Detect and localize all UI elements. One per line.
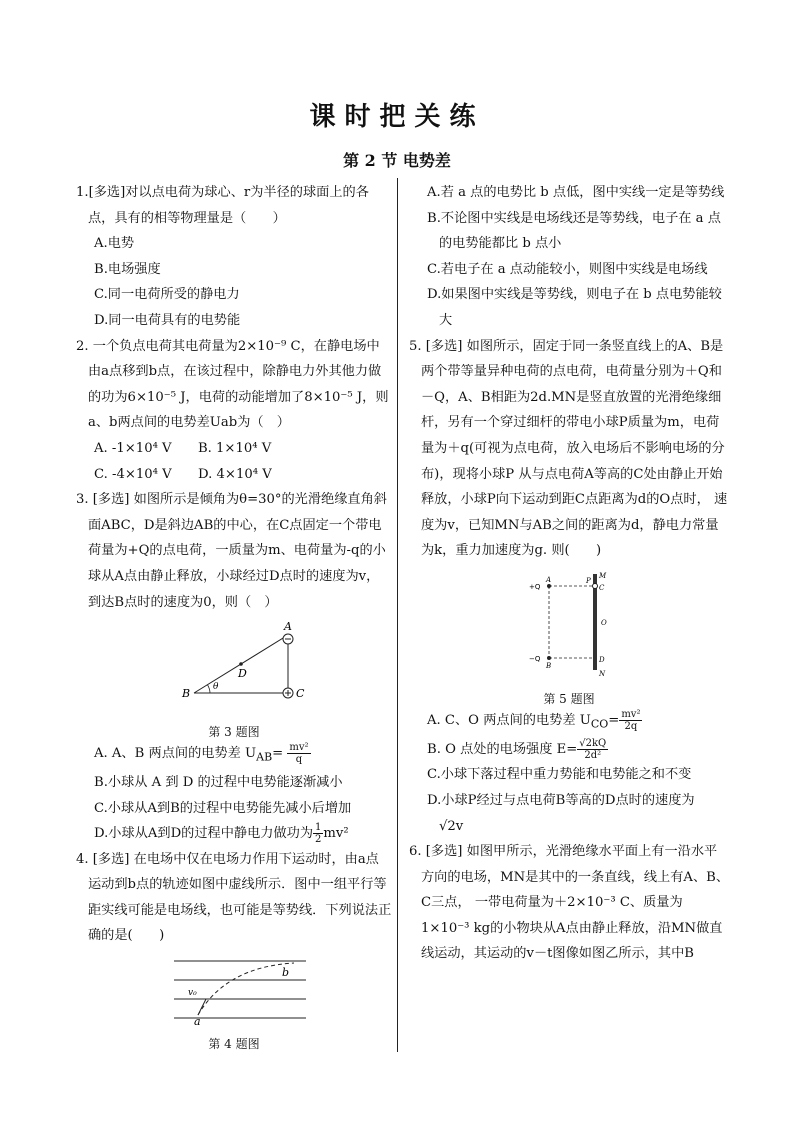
q4-option-c: C.若电子在 a 点动能较小，则图中实线是电场线	[427, 261, 708, 277]
charge-a	[547, 584, 551, 588]
q5-option-a	[409, 708, 729, 737]
q3-caption: 第 3 题图	[208, 724, 260, 739]
question-2-stem: 2. 一个负点电荷其电荷量为2×10⁻⁹ C，在静电场中由a点移到b点，在该过程中，除静电力外其他力做的功为6×10⁻⁵ J，电荷的动能增加了8×10⁻⁵ J，则a、b两点间的电势差Uab为（ ）	[76, 338, 389, 431]
label-n: N	[599, 669, 606, 678]
charges-rod-diagram	[409, 570, 729, 680]
incline-diagram	[76, 621, 392, 713]
q1-option-c: C.同一电荷所受的静电力	[94, 287, 240, 303]
label-m: M	[599, 571, 607, 580]
label-o: O	[601, 618, 607, 627]
q3-d-suffix: mv²	[323, 826, 349, 842]
q5-a-text: A. C、O 两点间的电势差 U	[427, 712, 591, 728]
q3-d-num: 1	[315, 822, 322, 834]
q3-a-num: mv²	[289, 741, 309, 753]
q5-a-num: mv²	[621, 708, 641, 720]
q4-option-b: B.不论图中实线是电场线还是等势线，电子在 a 点的电势能都比 b 点小	[427, 210, 721, 252]
q5-a-den: 2q	[624, 720, 638, 732]
question-5-stem: 5. [多选] 如图所示，固定于同一条竖直线上的A、B是两个带等量异种电荷的点电荷，电荷量分别为＋Q和－Q，A、B相距为2d.MN是竖直放置的光滑绝缘细杆，另有一个穿过细杆的带电小球P质量为m，电荷量为＋q(可视为点电荷，放入电场后不影响电场的分布)，现将小球P 从与点电荷A等高的C处由静止开始释放，小球P向下运动到距C点距离为d的O点时， 速度为v，已知MN与AB之间的距离为d，静电力常量为k，重力加速度为g. 则( )	[409, 338, 728, 559]
q3-a-fraction	[287, 742, 310, 765]
q3-figure	[76, 621, 392, 741]
q3-a-text: A. A、B 两点间的电势差 U	[94, 745, 257, 761]
label-d: D	[238, 667, 247, 681]
label-b: B	[182, 687, 191, 701]
q3-a-eq: =	[272, 745, 284, 761]
section-subtitle: 第 2 节 电势差	[343, 151, 451, 170]
question-4-stem: 4. [多选] 在电场中仅在电场力作用下运动时，由a点运动到b点的轨迹如图中虚线所示．图中一组平行等距实线可能是电场线，也可能是等势线．下列说法正确的是( )	[76, 851, 392, 944]
label-a: A	[284, 621, 292, 634]
q3-d-den: 2	[315, 834, 322, 846]
q5-b-fraction	[577, 738, 608, 761]
trajectory	[198, 963, 294, 1015]
q4-caption: 第 4 题图	[208, 1036, 260, 1051]
question-1-stem: 1.[多选]对以点电荷为球心、r为半径的球面上的各点，具有的相等物理量是（ ）	[76, 185, 369, 226]
velocity-arrow	[198, 999, 206, 1015]
q2-options-cd: C. -4×10⁴ V D. 4×10⁴ V	[94, 466, 272, 482]
q4-option-a: A.若 a 点的电势比 b 点低，图中实线一定是等势线	[427, 185, 725, 200]
label-b-point: b	[282, 966, 290, 980]
ball-p	[593, 583, 598, 588]
q3-d-text: D.小球从A到D的过程中静电力做功为	[94, 826, 314, 842]
label-plus-q: +Q	[529, 582, 541, 591]
q5-option-d-value: √2v	[439, 818, 464, 834]
q1-option-d: D.同一电荷具有的电势能	[94, 312, 241, 328]
label-a-charge: A	[546, 575, 552, 584]
question-6-stem: 6. [多选] 如图甲所示，光滑绝缘水平面上有一沿水平方向的电场，MN是其中的一条直线，线上有A、B、C三点， 一带电荷量为＋2×10⁻³ C、质量为1×10⁻³ kg的小物块从A点由静止释放，沿MN做直线运动，其运动的v－t图像如图乙所示，其中B	[409, 844, 730, 962]
q3-option-a	[76, 741, 392, 770]
label-v0: v₀	[188, 988, 197, 999]
q1-option-b: B.电场强度	[94, 261, 161, 277]
page-title: 课时把关练	[309, 102, 485, 132]
q5-option-d: D.小球P经过与点电荷B等高的D点时的速度为	[427, 792, 695, 808]
label-minus-q: −Q	[529, 654, 541, 663]
q1-option-a: A.电势	[94, 236, 135, 252]
q3-d-fraction	[313, 822, 323, 845]
label-a-point: a	[194, 1015, 201, 1026]
q3-a-sub: AB	[256, 750, 273, 764]
label-p: P	[586, 576, 591, 585]
q5-option-b	[409, 737, 729, 763]
question-3-stem: 3. [多选] 如图所示是倾角为θ=30°的光滑绝缘直角斜面ABC，D是斜边AB的中心，在C点固定一个带电荷量为+Q的点电荷，一质量为m、电荷量为-q的小球从A点由静止释放，小球经过D点时的速度为v，到达B点时的速度为0，则（ ）	[76, 492, 387, 610]
label-b-charge: B	[546, 661, 552, 670]
q5-caption: 第 5 题图	[543, 691, 595, 706]
left-column	[76, 180, 392, 1053]
label-theta: θ	[213, 682, 219, 693]
angle-arc	[208, 685, 210, 693]
q3-option-b: B.小球从 A 到 D 的过程中电势能逐渐减小	[94, 774, 343, 790]
q4-figure	[76, 955, 392, 1053]
q3-a-den: q	[295, 753, 303, 765]
q5-b-den: 2d²	[584, 749, 602, 761]
q5-a-eq: =	[608, 712, 620, 728]
label-c-point: C	[599, 583, 605, 592]
point-d	[239, 662, 243, 666]
column-divider	[397, 178, 398, 1052]
q5-b-text: B. O 点处的电场强度 E=	[427, 741, 578, 757]
q5-a-sub: CO	[590, 717, 609, 731]
charge-b	[547, 656, 551, 660]
q5-a-fraction	[619, 709, 642, 732]
q3-option-c: C.小球从A到B的过程中电势能先减小后增加	[94, 800, 352, 816]
label-d-point: D	[599, 655, 605, 664]
right-column	[409, 180, 729, 967]
q4-option-d: D.如果图中实线是等势线，则电子在 b 点电势能较大	[427, 287, 722, 328]
field-lines-diagram	[76, 955, 392, 1025]
q5-b-num: √2kQ	[579, 737, 607, 749]
q5-figure	[409, 570, 729, 708]
q5-option-c: C.小球下落过程中重力势能和电势能之和不变	[427, 767, 692, 783]
q3-option-d	[76, 821, 392, 847]
q2-options-ab: A. -1×10⁴ V B. 1×10⁴ V	[94, 440, 272, 456]
label-c: C	[296, 687, 305, 701]
